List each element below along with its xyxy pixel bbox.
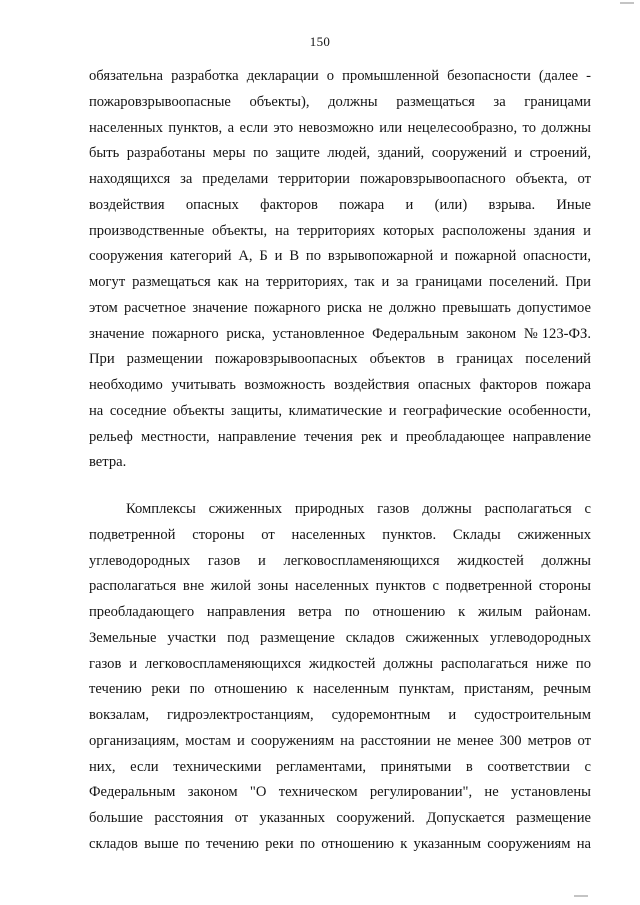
text-line: При размещении пожаровзрывоопасных объектов в границах поселений bbox=[89, 351, 591, 368]
text-line: могут размещаться как на территориях, так и за границами поселений. При bbox=[89, 274, 591, 290]
text-line: рельеф местности, направление течения рек и преобладающее направление bbox=[89, 428, 591, 445]
text-line: организациям, мостам и сооружениям на расстоянии не менее 300 метров от bbox=[89, 732, 591, 749]
text-line: пожаровзрывоопасные объекты), должны размещаться за границами bbox=[89, 93, 591, 110]
text-line: преобладающего направления ветра по отношению к жилым районам. bbox=[89, 604, 591, 620]
text-line: производственные объекты, на территориях которых расположены здания и bbox=[89, 222, 591, 239]
text-line: большие расстояния от указанных сооружений. Допускается размещение bbox=[89, 810, 591, 826]
text-line: располагаться вне жилой зоны населенных пунктов с подветренной стороны bbox=[89, 578, 591, 595]
text-line: ветра. bbox=[89, 454, 127, 471]
text-line: углеводородных газов и легковоспламеняющихся жидкостей должны bbox=[89, 552, 591, 569]
text-line: Земельные участки под размещение складов сжиженных углеводородных bbox=[89, 629, 591, 646]
paragraph-spacing bbox=[89, 476, 591, 497]
text-line: значение пожарного риска, установленное Федеральным законом №123-ФЗ. bbox=[89, 325, 591, 342]
text-line: газов и легковоспламеняющихся жидкостей должны располагаться ниже по bbox=[89, 655, 591, 672]
text-line: течению реки по отношению к населенным пунктам, пристаням, речным bbox=[89, 681, 591, 698]
text-line: складов выше по течению реки по отношению к указанным сооружениям на bbox=[89, 835, 591, 852]
text-line: необходимо учитывать возможность воздействия опасных факторов пожара bbox=[89, 377, 591, 393]
text-line: быть разработаны меры по защите людей, зданий, сооружений и строений, bbox=[89, 145, 591, 162]
paragraph bbox=[89, 64, 591, 476]
page-number: 150 bbox=[309, 34, 331, 49]
scan-artifact-mark bbox=[620, 2, 634, 4]
text-line: них, если техническими регламентами, принятыми в соответствии с bbox=[89, 758, 591, 775]
text-line: вокзалам, гидроэлектростанциям, судоремонтным и судостроительным bbox=[89, 707, 591, 723]
text-line: на соседние объекты защиты, климатические и географические особенности, bbox=[89, 402, 591, 419]
text-line: обязательна разработка декларации о промышленной безопасности (далее - bbox=[89, 68, 591, 84]
text-line: подветренной стороны от населенных пунктов. Склады сжиженных bbox=[89, 526, 591, 543]
scan-artifact-mark bbox=[574, 895, 588, 897]
text-line: воздействия опасных факторов пожара и (или) взрыва. Иные bbox=[89, 196, 591, 213]
text-line: Комплексы сжиженных природных газов должны располагаться с bbox=[126, 501, 591, 517]
text-line: Федеральным законом "О техническом регулировании", не установлены bbox=[89, 784, 591, 801]
text-line: населенных пунктов, а если это невозможно или нецелесообразно, то должны bbox=[89, 119, 591, 136]
document-body bbox=[89, 64, 591, 858]
text-line: сооружения категорий А, Б и В по взрывопожарной и пожарной опасности, bbox=[89, 248, 591, 265]
text-line: находящихся за пределами территории пожаровзрывоопасного объекта, от bbox=[89, 171, 591, 187]
text-line: этом расчетное значение пожарного риска не должно превышать допустимое bbox=[89, 299, 591, 316]
paragraph bbox=[89, 497, 591, 858]
